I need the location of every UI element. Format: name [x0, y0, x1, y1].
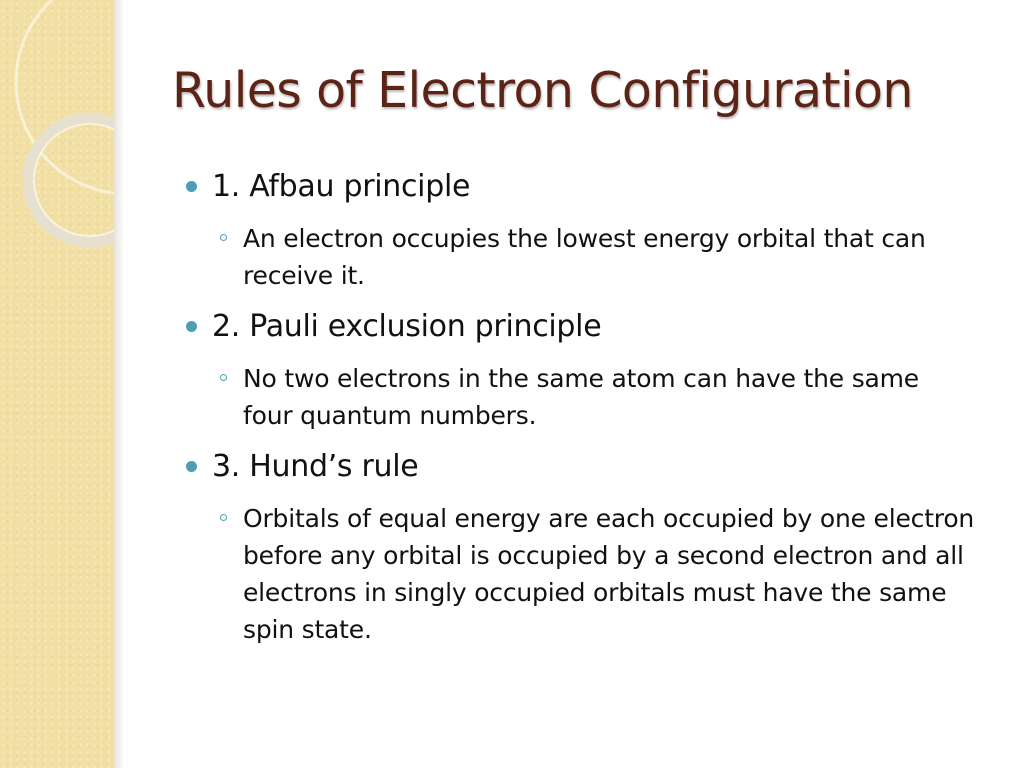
sub-bullet-text: An electron occupies the lowest energy orbital that can receive it. — [243, 224, 926, 290]
bullet-heading: 1. Afbau principle — [212, 169, 471, 204]
bullet-item-pauli — [186, 308, 976, 346]
bullet-item-hund — [186, 448, 976, 486]
bullet-heading: 2. Pauli exclusion principle — [212, 309, 602, 344]
bullet-list — [186, 168, 976, 648]
bullet-dot-icon — [186, 181, 197, 192]
sub-bullet-ring-icon — [220, 514, 227, 521]
bullet-heading: 3. Hund’s rule — [212, 449, 419, 484]
bullet-dot-icon — [186, 461, 197, 472]
sub-bullet-aufbau — [186, 220, 976, 294]
sub-bullet-ring-icon — [220, 234, 227, 241]
sub-bullet-ring-icon — [220, 374, 227, 381]
decorative-rings — [0, 0, 114, 768]
sub-bullet-pauli — [186, 360, 976, 434]
sub-bullet-text: Orbitals of equal energy are each occupied by one electron before any orbital is occupied by a second electron and all electrons in singly occupied orbitals must have the same spin state. — [243, 504, 975, 644]
sub-bullet-hund — [186, 500, 976, 648]
slide-title: Rules of Electron Configuration — [172, 62, 913, 119]
bullet-dot-icon — [186, 321, 197, 332]
decorative-side-band — [0, 0, 114, 768]
sub-bullet-text: No two electrons in the same atom can have the same four quantum numbers. — [243, 364, 919, 430]
side-band-shadow — [114, 0, 124, 768]
bullet-item-aufbau — [186, 168, 976, 206]
